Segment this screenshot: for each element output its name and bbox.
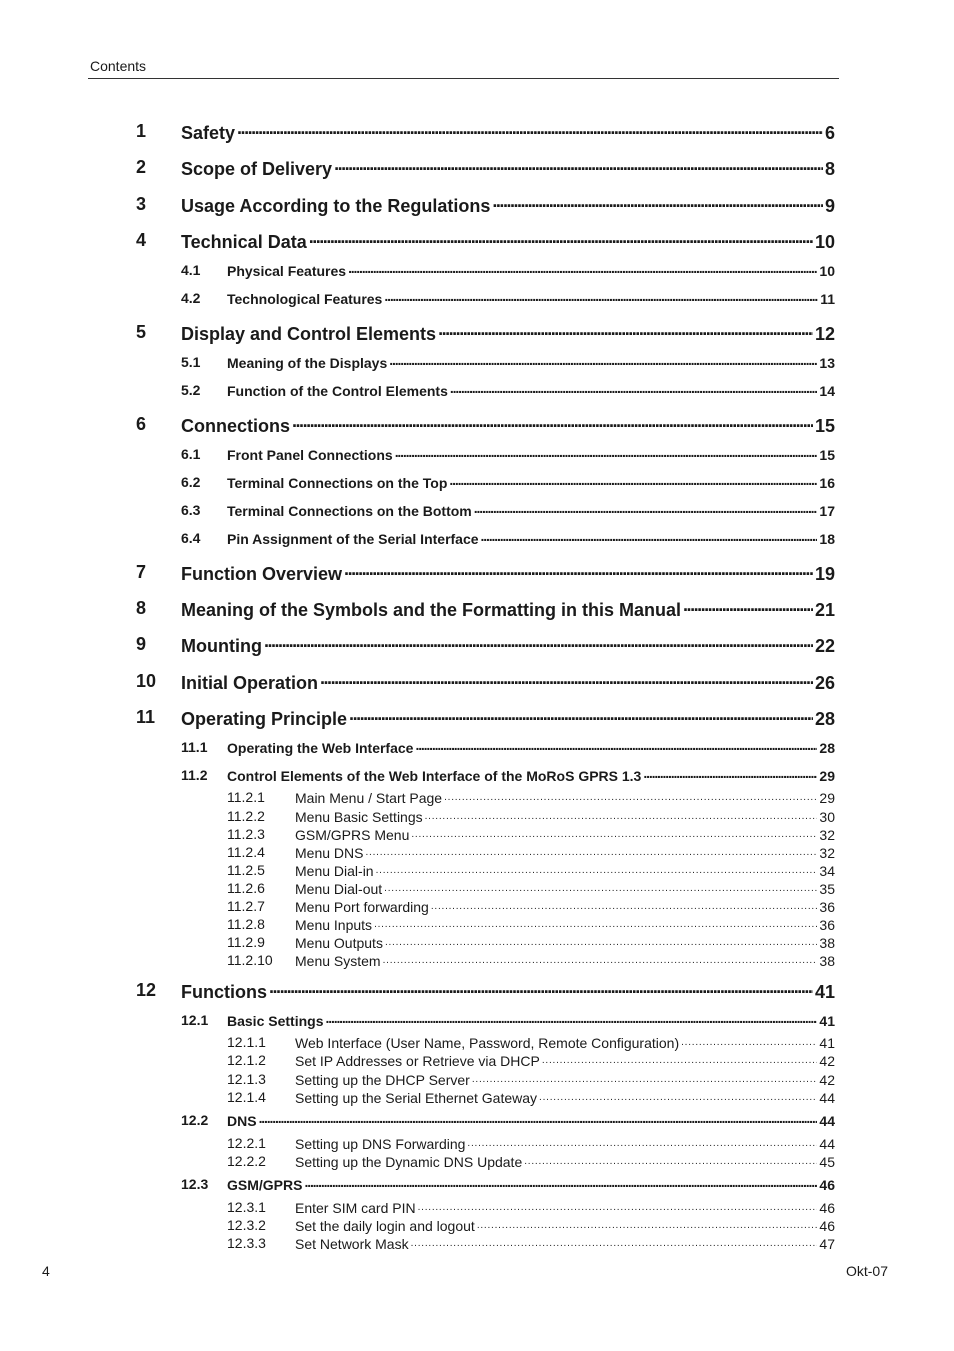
toc-number: 6.4 <box>181 530 201 546</box>
toc-row <box>0 898 954 916</box>
toc-dot-leader <box>365 844 817 858</box>
toc-entry <box>295 1034 835 1051</box>
toc-entry <box>227 1012 835 1029</box>
toc-dot-leader <box>411 826 817 840</box>
toc-title: Scope of Delivery <box>181 159 333 179</box>
toc-entry <box>181 598 835 621</box>
toc-row <box>0 194 954 220</box>
toc-title: Setting up the DHCP Server <box>295 1072 470 1088</box>
toc-title: Control Elements of the Web Interface of the MoRoS GPRS 1.3 <box>227 768 642 784</box>
toc-page-number: 41 <box>819 1035 835 1051</box>
toc-dot-leader <box>384 880 817 894</box>
toc-number: 12.1 <box>181 1012 209 1028</box>
toc-entry <box>295 789 835 806</box>
toc-page-number: 15 <box>814 416 835 436</box>
toc-row <box>0 1052 954 1070</box>
toc-page-number: 47 <box>819 1236 835 1252</box>
toc-entry <box>295 1052 835 1069</box>
toc-row <box>0 1176 954 1196</box>
toc-row <box>0 1071 954 1089</box>
toc-title: Meaning of the Displays <box>227 355 388 371</box>
toc-number: 6.3 <box>181 502 201 518</box>
toc-page-number: 32 <box>819 845 835 861</box>
toc-entry <box>227 446 835 463</box>
toc-row <box>0 530 954 550</box>
toc-row <box>0 290 954 310</box>
toc-row <box>0 767 954 787</box>
toc-number: 11.2.3 <box>227 826 265 842</box>
toc-number: 11.2.8 <box>227 916 265 932</box>
toc-title: Connections <box>181 416 291 436</box>
toc-row <box>0 952 954 970</box>
toc-title: Usage According to the Regulations <box>181 196 491 216</box>
toc-dot-leader <box>431 898 818 912</box>
toc-page-number: 44 <box>819 1090 835 1106</box>
toc-row <box>0 634 954 660</box>
toc-entry <box>295 952 835 969</box>
toc-dot-leader <box>681 1034 817 1048</box>
toc-title: Technological Features <box>227 291 383 307</box>
toc-page-number: 26 <box>814 673 835 693</box>
toc-row <box>0 121 954 147</box>
toc-dot-leader <box>472 1071 818 1085</box>
toc-title: Menu Outputs <box>295 935 383 951</box>
toc-row <box>0 262 954 282</box>
toc-title: Setting up the Dynamic DNS Update <box>295 1154 523 1170</box>
toc-number: 11.1 <box>181 739 208 755</box>
toc-entry <box>295 898 835 915</box>
toc-page-number: 15 <box>819 447 835 463</box>
toc-row <box>0 671 954 697</box>
toc-entry <box>227 739 835 756</box>
toc-title: Menu Dial-out <box>295 881 383 897</box>
toc-page-number: 41 <box>819 1013 835 1029</box>
toc-number: 11.2.4 <box>227 844 265 860</box>
toc-page-number: 46 <box>819 1200 835 1216</box>
toc-title: Menu Basic Settings <box>295 809 423 825</box>
toc-row <box>0 474 954 494</box>
toc-number: 11.2.5 <box>227 862 265 878</box>
toc-number: 12.1.4 <box>227 1089 266 1105</box>
toc-number: 12.3.2 <box>227 1217 266 1233</box>
toc-page-number: 8 <box>824 159 835 179</box>
toc-dot-leader <box>349 707 813 725</box>
toc-dot-leader <box>348 262 817 276</box>
toc-dot-leader <box>389 354 817 368</box>
toc-dot-leader <box>395 446 818 460</box>
toc-number: 3 <box>136 194 147 214</box>
toc-number: 4.2 <box>181 290 201 306</box>
toc-entry <box>227 767 835 784</box>
toc-dot-leader <box>325 1012 817 1026</box>
toc-number: 11.2.7 <box>227 898 265 914</box>
toc-number: 11 <box>136 707 156 727</box>
toc-dot-leader <box>411 1235 818 1249</box>
toc-page-number: 44 <box>819 1113 835 1129</box>
toc-number: 1 <box>136 121 147 141</box>
toc-page-number: 45 <box>819 1154 835 1170</box>
toc-entry <box>181 707 835 730</box>
toc-page-number: 36 <box>819 917 835 933</box>
toc-entry <box>295 826 835 843</box>
toc-page-number: 22 <box>814 636 835 656</box>
header-divider <box>88 78 839 79</box>
toc-entry <box>295 808 835 825</box>
toc-row <box>0 157 954 183</box>
toc-number: 5.2 <box>181 382 201 398</box>
toc-row <box>0 1235 954 1253</box>
toc-title: Terminal Connections on the Top <box>227 475 448 491</box>
toc-title: Technical Data <box>181 232 307 252</box>
toc-entry <box>227 530 835 547</box>
toc-page-number: 30 <box>819 809 835 825</box>
toc-number: 12.1.2 <box>227 1052 266 1068</box>
toc-row <box>0 826 954 844</box>
toc-entry <box>295 880 835 897</box>
toc-title: GSM/GPRS Menu <box>295 827 410 843</box>
toc-row <box>0 562 954 588</box>
toc-entry <box>181 980 835 1003</box>
toc-number: 11.2.2 <box>227 808 265 824</box>
toc-page-number: 36 <box>819 899 835 915</box>
toc-row <box>0 707 954 733</box>
toc-row <box>0 916 954 934</box>
toc-number: 11.2.10 <box>227 952 273 968</box>
toc-entry <box>181 671 835 694</box>
toc-page-number: 38 <box>819 953 835 969</box>
toc-title: Physical Features <box>227 263 347 279</box>
toc-page-number: 11 <box>820 291 835 307</box>
toc-page-number: 41 <box>814 982 835 1002</box>
footer-page-number: 4 <box>42 1263 50 1279</box>
toc-row <box>0 808 954 826</box>
toc-row <box>0 1199 954 1217</box>
toc-number: 7 <box>136 562 147 582</box>
toc-title: Menu DNS <box>295 845 364 861</box>
toc-page-number: 10 <box>819 263 835 279</box>
page-header-title: Contents <box>90 58 147 74</box>
toc-number: 9 <box>136 634 147 654</box>
toc-number: 12 <box>136 980 157 1000</box>
toc-entry <box>181 562 835 585</box>
toc-dot-leader <box>474 502 818 516</box>
toc-title: Menu System <box>295 953 381 969</box>
toc-title: Setting up DNS Forwarding <box>295 1136 466 1152</box>
toc-row <box>0 739 954 759</box>
toc-page-number: 28 <box>819 740 835 756</box>
toc-number: 11.2.1 <box>227 789 265 805</box>
toc-title: Menu Dial-in <box>295 863 374 879</box>
toc-row <box>0 230 954 256</box>
toc-title: Function Overview <box>181 564 343 584</box>
toc-title: Setting up the Serial Ethernet Gateway <box>295 1090 538 1106</box>
toc-dot-leader <box>425 808 818 822</box>
toc-title: Set Network Mask <box>295 1236 409 1252</box>
toc-dot-leader <box>320 671 813 689</box>
toc-page-number: 38 <box>819 935 835 951</box>
toc-number: 12.2 <box>181 1112 209 1128</box>
toc-title: Function of the Control Elements <box>227 383 448 399</box>
toc-title: Enter SIM card PIN <box>295 1200 416 1216</box>
toc-row <box>0 446 954 466</box>
toc-page-number: 28 <box>814 709 835 729</box>
toc-row <box>0 934 954 952</box>
toc-page-number: 9 <box>824 196 835 216</box>
toc-page-number: 21 <box>814 600 835 620</box>
toc-title: Functions <box>181 982 267 1002</box>
toc-title: Set the daily login and logout <box>295 1218 475 1234</box>
toc-dot-leader <box>467 1135 817 1149</box>
toc-page-number: 14 <box>819 383 835 399</box>
toc-number: 12.1.1 <box>227 1034 266 1050</box>
toc-dot-leader <box>292 414 813 432</box>
toc-title: Terminal Connections on the Bottom <box>227 503 472 519</box>
toc-page-number: 16 <box>819 475 835 491</box>
toc-number: 12.3 <box>181 1176 209 1192</box>
toc-page-number: 19 <box>814 564 835 584</box>
toc-page-number: 42 <box>819 1072 835 1088</box>
toc-page-number: 35 <box>819 881 835 897</box>
toc-title: Web Interface (User Name, Password, Remote Configuration) <box>295 1035 680 1051</box>
toc-dot-leader <box>418 1199 818 1213</box>
toc-dot-leader <box>643 767 817 781</box>
toc-entry <box>227 502 835 519</box>
toc-entry <box>295 1071 835 1088</box>
toc-title: Set IP Addresses or Retrieve via DHCP <box>295 1053 540 1069</box>
toc-dot-leader <box>334 157 823 175</box>
toc-entry <box>181 322 835 345</box>
toc-dot-leader <box>374 916 817 930</box>
toc-number: 11.2.9 <box>227 934 265 950</box>
toc-title: Menu Inputs <box>295 917 373 933</box>
toc-number: 12.1.3 <box>227 1071 266 1087</box>
toc-page-number: 46 <box>819 1177 835 1193</box>
toc-page-number: 17 <box>819 503 835 519</box>
toc-entry <box>227 290 835 307</box>
toc-number: 6 <box>136 414 147 434</box>
toc-title: Initial Operation <box>181 673 319 693</box>
toc-row <box>0 598 954 624</box>
toc-entry <box>227 382 835 399</box>
toc-entry <box>227 1112 835 1129</box>
toc-row <box>0 1112 954 1132</box>
toc-dot-leader <box>481 530 818 544</box>
toc-number: 5.1 <box>181 354 201 370</box>
toc-entry <box>295 844 835 861</box>
toc-entry <box>227 474 835 491</box>
toc-title: GSM/GPRS <box>227 1177 303 1193</box>
toc-entry <box>295 1135 835 1152</box>
toc-dot-leader <box>269 980 813 998</box>
toc-page-number: 42 <box>819 1053 835 1069</box>
toc-dot-leader <box>259 1112 818 1126</box>
toc-row <box>0 354 954 374</box>
toc-entry <box>295 1235 835 1252</box>
toc-entry <box>181 194 835 217</box>
toc-title: DNS <box>227 1113 257 1129</box>
toc-row <box>0 844 954 862</box>
toc-entry <box>181 121 835 144</box>
toc-dot-leader <box>477 1217 818 1231</box>
toc-title: Display and Control Elements <box>181 324 437 344</box>
toc-number: 6.1 <box>181 446 201 462</box>
toc-title: Main Menu / Start Page <box>295 790 443 806</box>
toc-entry <box>295 1217 835 1234</box>
toc-title: Menu Port forwarding <box>295 899 429 915</box>
toc-dot-leader <box>309 230 813 248</box>
toc-row <box>0 880 954 898</box>
toc-row <box>0 1135 954 1153</box>
toc-number: 12.3.1 <box>227 1199 266 1215</box>
toc-number: 6.2 <box>181 474 201 490</box>
toc-entry <box>227 1176 835 1193</box>
toc-dot-leader <box>383 952 818 966</box>
toc-title: Basic Settings <box>227 1013 324 1029</box>
toc-dot-leader <box>344 562 813 580</box>
toc-row <box>0 1089 954 1107</box>
toc-row <box>0 1034 954 1052</box>
toc-row <box>0 502 954 522</box>
toc-dot-leader <box>237 121 823 139</box>
footer-date: Okt-07 <box>845 1263 888 1279</box>
toc-number: 12.2.1 <box>227 1135 266 1151</box>
toc-row <box>0 1153 954 1171</box>
toc-dot-leader <box>385 934 817 948</box>
toc-entry <box>295 862 835 879</box>
toc-entry <box>295 934 835 951</box>
toc-entry <box>295 1153 835 1170</box>
toc-page-number: 32 <box>819 827 835 843</box>
toc-row <box>0 862 954 880</box>
toc-entry <box>181 230 835 253</box>
toc-number: 12.3.3 <box>227 1235 266 1251</box>
toc-page-number: 12 <box>814 324 835 344</box>
toc-title: Operating the Web Interface <box>227 740 414 756</box>
toc-page-number: 10 <box>814 232 835 252</box>
toc-dot-leader <box>539 1089 817 1103</box>
toc-dot-leader <box>450 382 818 396</box>
toc-title: Meaning of the Symbols and the Formatting in this Manual <box>181 600 682 620</box>
toc-page-number: 29 <box>819 790 835 806</box>
toc-number: 2 <box>136 157 147 177</box>
toc-title: Pin Assignment of the Serial Interface <box>227 531 479 547</box>
toc-dot-leader <box>449 474 817 488</box>
toc-entry <box>227 262 835 279</box>
toc-number: 10 <box>136 671 157 691</box>
toc-number: 8 <box>136 598 147 618</box>
toc-title: Safety <box>181 123 236 143</box>
toc-page-number: 6 <box>824 123 835 143</box>
toc-number: 4.1 <box>181 262 201 278</box>
toc-row <box>0 382 954 402</box>
toc-title: Mounting <box>181 636 262 656</box>
toc-number: 5 <box>136 322 147 342</box>
toc-entry <box>295 916 835 933</box>
toc-row <box>0 322 954 348</box>
toc-entry <box>181 414 835 437</box>
toc-number: 11.2.6 <box>227 880 265 896</box>
toc-page-number: 44 <box>819 1136 835 1152</box>
toc-entry <box>181 634 835 657</box>
toc-number: 11.2 <box>181 767 208 783</box>
toc-dot-leader <box>376 862 818 876</box>
toc-dot-leader <box>492 194 823 212</box>
toc-page-number: 18 <box>819 531 835 547</box>
toc-page-number: 46 <box>819 1218 835 1234</box>
toc-row <box>0 1012 954 1032</box>
toc-dot-leader <box>683 598 813 616</box>
toc-entry <box>227 354 835 371</box>
toc-entry <box>295 1199 835 1216</box>
toc-title: Operating Principle <box>181 709 348 729</box>
toc-number: 4 <box>136 230 147 250</box>
toc-dot-leader <box>524 1153 817 1167</box>
toc-dot-leader <box>384 290 818 304</box>
toc-dot-leader <box>415 739 817 753</box>
toc-title: Front Panel Connections <box>227 447 393 463</box>
toc-dot-leader <box>438 322 813 340</box>
toc-row <box>0 1217 954 1235</box>
toc-entry <box>181 157 835 180</box>
toc-dot-leader <box>304 1176 817 1190</box>
toc-page-number: 13 <box>819 355 835 371</box>
toc-row <box>0 980 954 1006</box>
toc-page-number: 34 <box>819 863 835 879</box>
toc-dot-leader <box>264 634 813 652</box>
toc-page-number: 29 <box>819 768 835 784</box>
toc-number: 12.2.2 <box>227 1153 266 1169</box>
toc-entry <box>295 1089 835 1106</box>
toc-row <box>0 414 954 440</box>
toc-dot-leader <box>444 789 817 803</box>
toc-row <box>0 789 954 807</box>
toc-dot-leader <box>542 1052 818 1066</box>
